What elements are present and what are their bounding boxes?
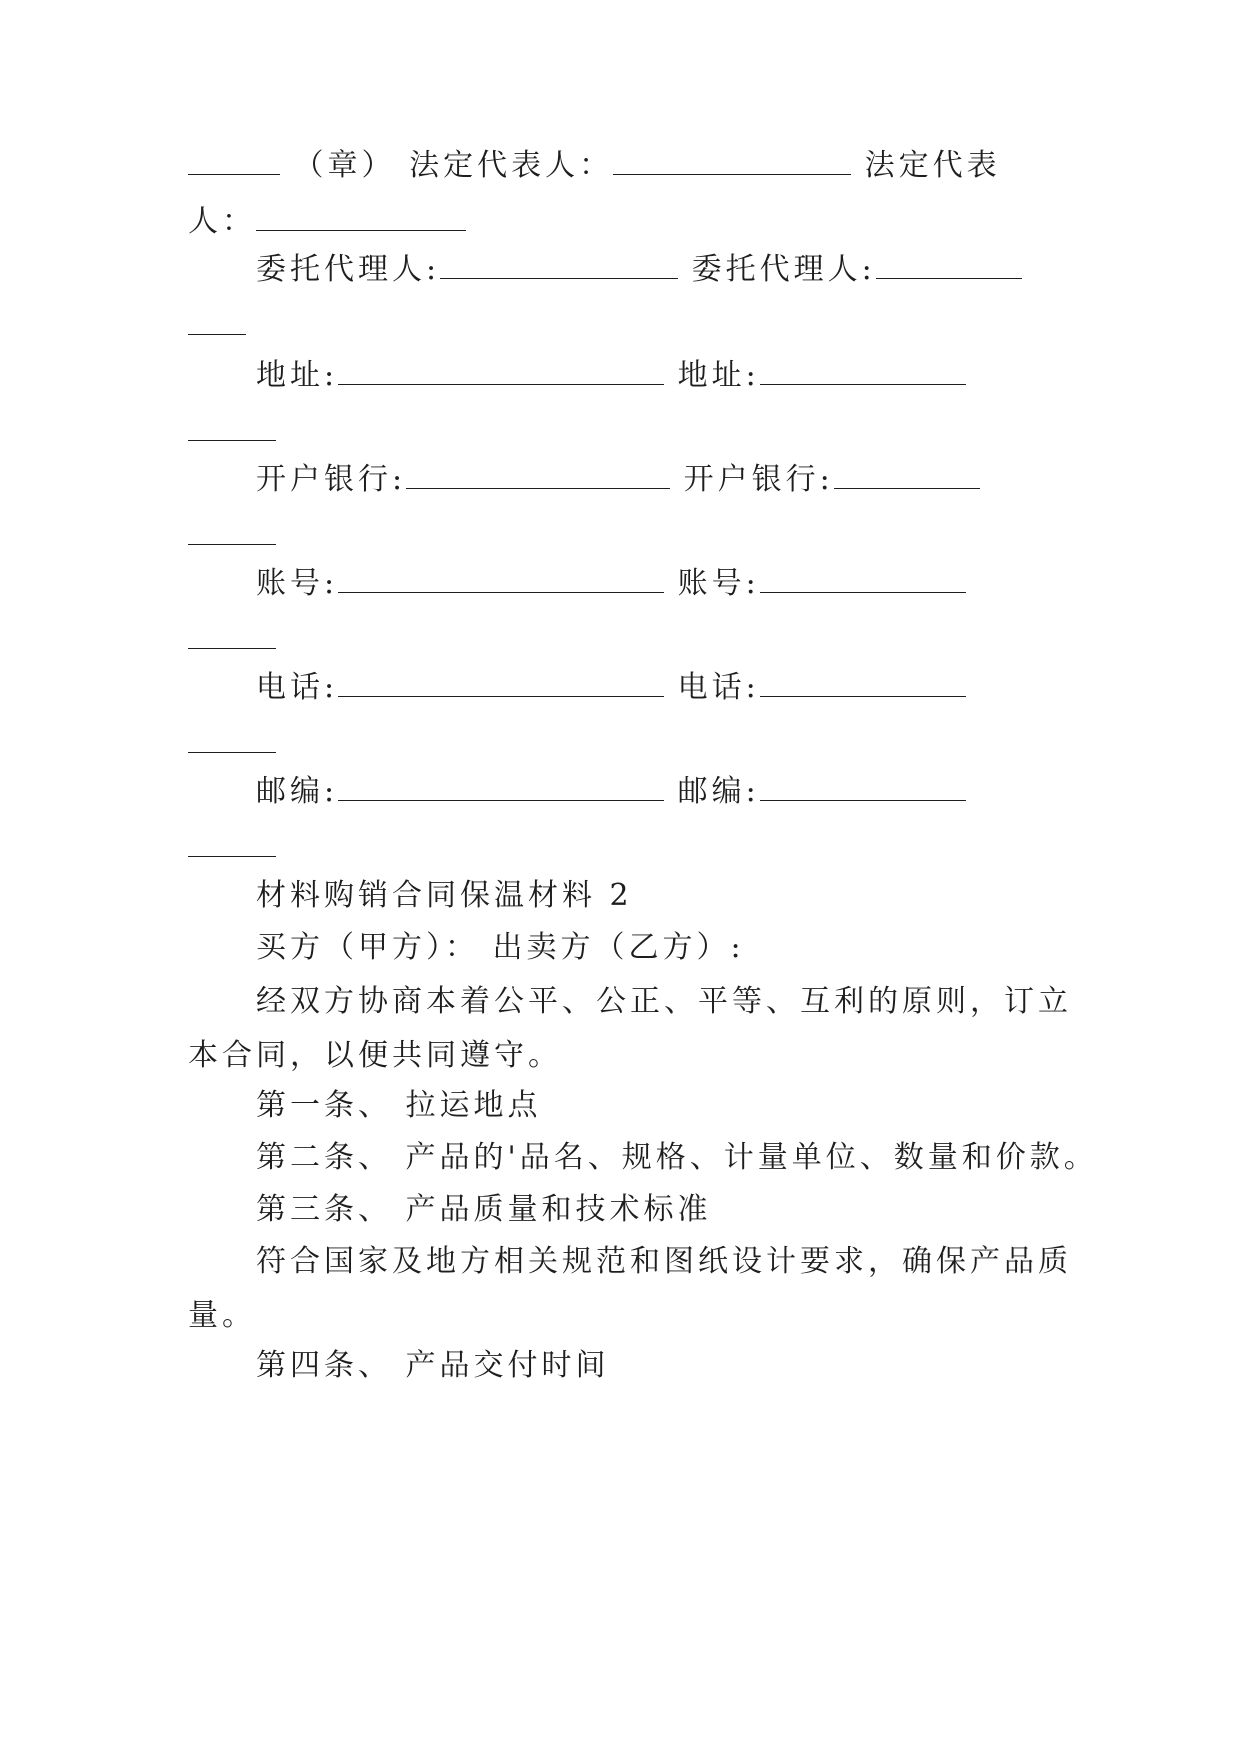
legal-rep-label-b: 法定代表 [864, 148, 1001, 183]
legal-rep-blank-b [256, 206, 466, 231]
postcode-row [256, 772, 966, 812]
article-3-body-2: 量。 [188, 1298, 256, 1333]
bank-blank-a [406, 464, 670, 489]
bank-label-b: 开户银行: [683, 462, 834, 497]
preamble-line-1: 经双方协商本着公平、公正、平等、互利的原则，订立 [256, 984, 1072, 1019]
legal-rep-blank-a [613, 150, 851, 175]
legal-rep-label-a: 法定代表人： [409, 148, 614, 183]
parties-line: 买方（甲方）： 出卖方（乙方）: [256, 930, 745, 965]
legal-rep-label-b-wrap: 人： [188, 204, 256, 239]
seal-blank [188, 150, 280, 175]
agent-label-a: 委托代理人: [256, 252, 441, 287]
account-blank-b-wrap [188, 624, 276, 649]
legal-rep-row-wrap [188, 202, 466, 242]
address-wrap [188, 412, 276, 452]
phone-wrap [188, 724, 276, 764]
bank-blank-b [834, 464, 980, 489]
agent-wrap [188, 306, 246, 346]
preamble-line-2: 本合同，以便共同遵守。 [188, 1038, 562, 1073]
phone-row [256, 668, 966, 708]
postcode-blank-b-wrap [188, 832, 276, 857]
bank-blank-b-wrap [188, 520, 276, 545]
phone-label-b: 电话: [677, 670, 760, 705]
account-label-b: 账号: [677, 566, 760, 601]
postcode-wrap [188, 828, 276, 868]
account-row [256, 564, 966, 604]
address-blank-b-wrap [188, 416, 276, 441]
address-blank-a [338, 360, 664, 385]
contract-title: 材料购销合同保温材料 2 [256, 878, 633, 913]
agent-blank-a [440, 254, 678, 279]
article-1: 第一条、 拉运地点 [256, 1088, 542, 1123]
article-4: 第四条、 产品交付时间 [256, 1348, 610, 1383]
phone-blank-b-wrap [188, 728, 276, 753]
phone-blank-a [338, 672, 664, 697]
address-blank-b [760, 360, 966, 385]
seal-label: （章） [293, 148, 396, 183]
postcode-label-b: 邮编: [677, 774, 760, 809]
agent-blank-b-wrap [188, 310, 246, 335]
agent-label-b: 委托代理人: [691, 252, 876, 287]
address-row [256, 356, 966, 396]
account-label-a: 账号: [256, 566, 339, 601]
postcode-label-a: 邮编: [256, 774, 339, 809]
phone-blank-b [760, 672, 966, 697]
bank-wrap [188, 516, 276, 556]
postcode-blank-b [760, 776, 966, 801]
legal-rep-row [188, 146, 1001, 186]
account-blank-a [338, 568, 664, 593]
postcode-blank-a [338, 776, 664, 801]
agent-row [256, 250, 1022, 290]
article-2: 第二条、 产品的'品名、规格、计量单位、数量和价款。 [256, 1140, 1098, 1175]
bank-label-a: 开户银行: [256, 462, 407, 497]
phone-label-a: 电话: [256, 670, 339, 705]
account-blank-b [760, 568, 966, 593]
address-label-a: 地址: [256, 358, 339, 393]
article-3: 第三条、 产品质量和技术标准 [256, 1192, 712, 1227]
bank-row [256, 460, 980, 500]
address-label-b: 地址: [677, 358, 760, 393]
article-3-body-1: 符合国家及地方相关规范和图纸设计要求，确保产品质 [256, 1244, 1072, 1279]
account-wrap [188, 620, 276, 660]
agent-blank-b [876, 254, 1022, 279]
